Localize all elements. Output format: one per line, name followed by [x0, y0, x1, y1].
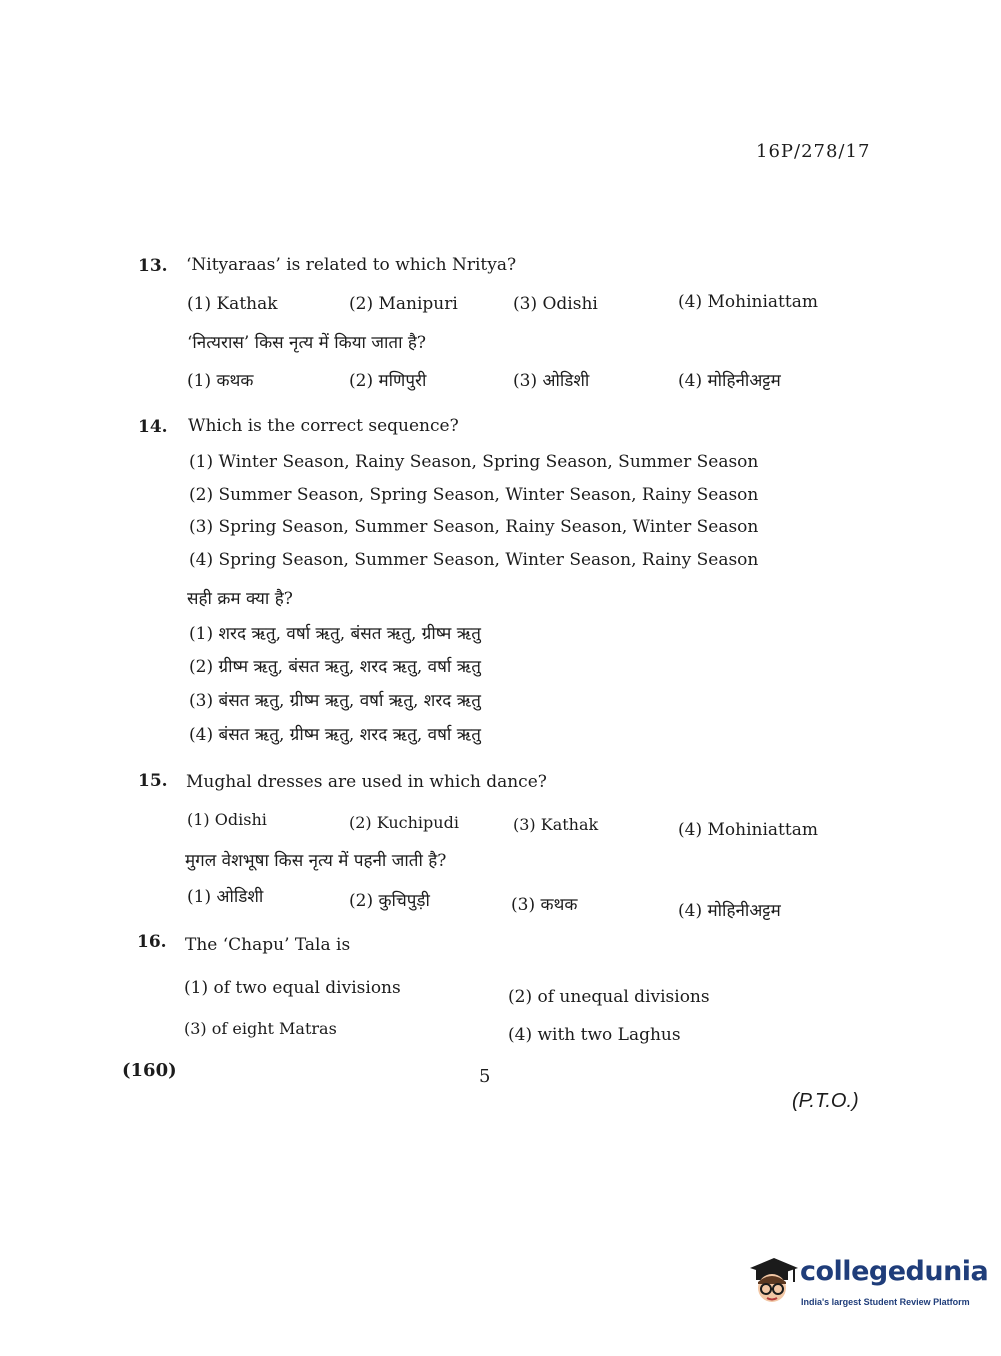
option-en: (3) Kathak [513, 815, 599, 834]
option-en: (1) Kathak [187, 294, 278, 314]
question-text-en: ‘Nityaraas’ is related to which Nritya? [186, 255, 517, 275]
question-number: 16. [137, 932, 167, 952]
question-text-en: The ‘Chapu’ Tala is [185, 935, 351, 955]
option-hi: (2) मणिपुरी [349, 371, 427, 391]
please-turn-over: (P.T.O.) [792, 1090, 859, 1112]
question-text-hi: सही क्रम क्या है? [187, 589, 293, 609]
option-hi: (4) बंसत ऋतु, ग्रीष्म ऋतु, शरद ऋतु, वर्षा ऋतु [189, 725, 481, 745]
question-text-hi: मुगल वेशभूषा किस नृत्य में पहनी जाती है? [185, 851, 447, 871]
option-hi: (1) ओडिशी [187, 887, 264, 907]
option-en: (1) of two equal divisions [184, 978, 401, 998]
booklet-code: (160) [122, 1060, 177, 1081]
option-hi: (3) बंसत ऋतु, ग्रीष्म ऋतु, वर्षा ऋतु, शरद ऋतु [189, 691, 481, 711]
paper-code: 16P/278/17 [756, 141, 871, 162]
option-en: (2) Kuchipudi [349, 813, 459, 832]
option-hi: (2) ग्रीष्म ऋतु, बंसत ऋतु, शरद ऋतु, वर्षा ऋतु [189, 657, 481, 677]
option-en: (2) Manipuri [349, 294, 458, 314]
option-en: (2) of unequal divisions [508, 987, 710, 1007]
option-hi: (1) कथक [187, 371, 254, 391]
option-en: (4) Mohiniattam [678, 292, 818, 312]
logo-tagline: India's largest Student Review Platform [801, 1297, 970, 1307]
option-en: (3) Spring Season, Summer Season, Rainy Season, Winter Season [189, 517, 759, 537]
option-hi: (1) शरद ऋतु, वर्षा ऋतु, बंसत ऋतु, ग्रीष्म ऋतु [189, 624, 481, 644]
question-number: 14. [138, 417, 168, 437]
question-text-hi: ‘नित्यरास’ किस नृत्य में किया जाता है? [187, 333, 427, 353]
question-text-en: Which is the correct sequence? [188, 416, 459, 436]
option-hi: (4) मोहिनीअट्टम [678, 371, 781, 391]
option-en: (1) Winter Season, Rainy Season, Spring Season, Summer Season [189, 452, 759, 472]
question-number: 13. [138, 256, 168, 276]
option-en: (4) Mohiniattam [678, 820, 818, 840]
question-text-en: Mughal dresses are used in which dance? [186, 772, 547, 792]
option-en: (4) with two Laghus [508, 1025, 681, 1045]
option-hi: (3) कथक [511, 895, 578, 915]
option-en: (2) Summer Season, Spring Season, Winter Season, Rainy Season [189, 485, 759, 505]
option-en: (3) Odishi [513, 294, 598, 314]
collegedunia-logo [744, 1252, 989, 1318]
option-hi: (3) ओडिशी [513, 371, 590, 391]
page-number: 5 [479, 1066, 491, 1087]
student-cap-icon [744, 1252, 800, 1308]
option-en: (3) of eight Matras [184, 1019, 337, 1038]
option-hi: (4) मोहिनीअट्टम [678, 901, 781, 921]
option-en: (4) Spring Season, Summer Season, Winter Season, Rainy Season [189, 550, 759, 570]
option-hi: (2) कुचिपुड़ी [349, 891, 430, 911]
question-number: 15. [138, 771, 168, 791]
option-en: (1) Odishi [187, 810, 267, 829]
logo-wordmark: collegedunia [800, 1256, 989, 1287]
